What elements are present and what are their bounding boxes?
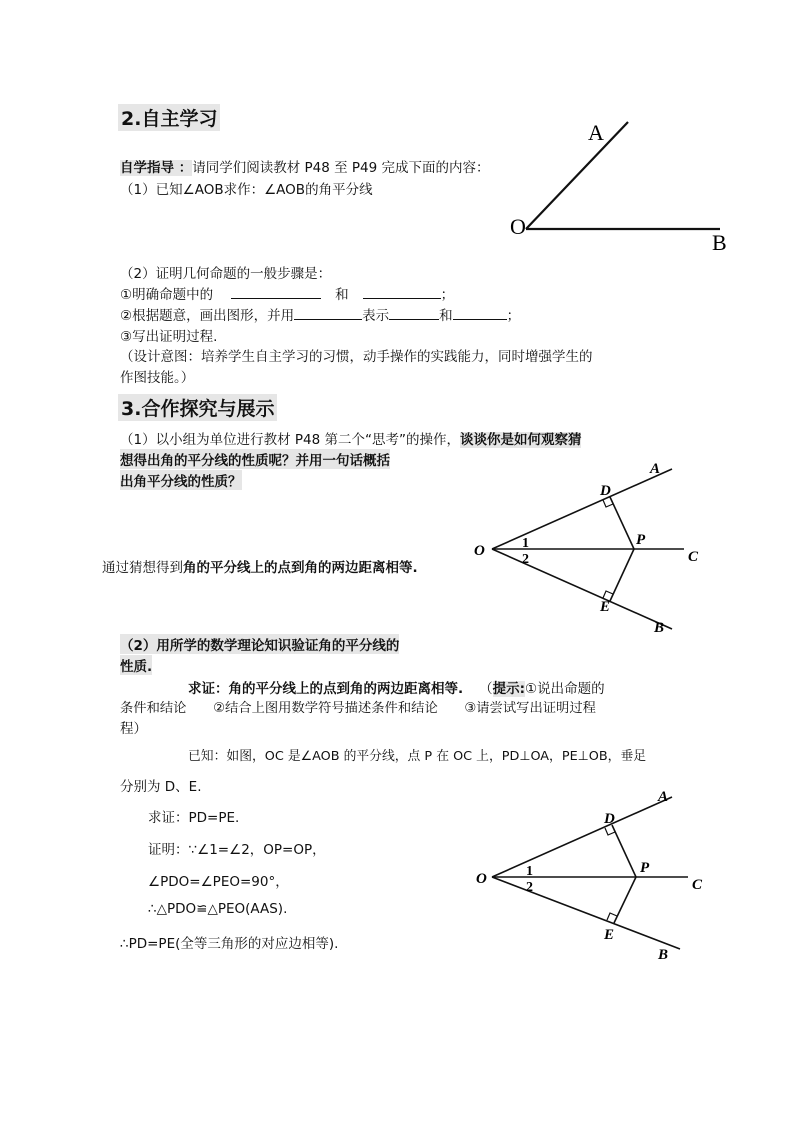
blank-3[interactable]	[294, 306, 362, 320]
blank-2[interactable]	[363, 285, 441, 299]
q2-line-1: （2）用所学的数学理论知识验证角的平分线的	[120, 634, 399, 654]
ray-oa	[526, 122, 628, 229]
hint-line-3: 程）	[120, 721, 147, 737]
label-b: B	[712, 230, 727, 255]
ray-ob	[492, 549, 672, 629]
design-intent-line-2: 作图技能。）	[120, 370, 195, 386]
guide-label: 自学指导 ：	[120, 160, 193, 176]
prove-and-hint-line-1: 求证：角的平分线上的点到角的两边距离相等. （提示:①说出命题的	[188, 681, 605, 697]
label-angle-1: 1	[522, 536, 529, 551]
proof-line-1: 证明：∵∠1=∠2，OP=OP，	[148, 842, 326, 858]
label-p: P	[636, 532, 646, 548]
label-o: O	[510, 214, 526, 239]
label-d: D	[604, 811, 615, 827]
segment-pd	[612, 825, 636, 877]
q1-line-2: 想得出角的平分线的性质呢？并用一句话概括	[120, 449, 390, 469]
design-intent-line-1: （设计意图：培养学生自主学习的习惯，动手操作的实践能力，同时增强学生的	[120, 349, 593, 365]
q1-line-3: 出角平分线的性质？	[120, 470, 242, 490]
blank-4[interactable]	[389, 306, 439, 320]
label-c: C	[688, 549, 699, 565]
proof-line-3: ∴△PDO≌△PEO(AAS).	[148, 901, 288, 917]
angle-bisector-diagram-2	[462, 783, 712, 968]
item-1-text: （1）已知∠AOB求作：∠AOB的角平分线	[120, 182, 373, 198]
label-a: A	[650, 461, 661, 477]
to-prove: 求证：PD=PE.	[148, 810, 240, 826]
given-line-2: 分别为 D、E.	[120, 779, 202, 795]
item-2-text: （2）证明几何命题的一般步骤是：	[120, 266, 332, 282]
label-b: B	[658, 947, 669, 963]
section-3-heading: 3.合作探究与展示	[118, 394, 277, 421]
label-angle-1: 1	[526, 864, 533, 879]
step-3: ③写出证明过程.	[120, 329, 218, 345]
step-1: ①明确命题中的 和 ；	[120, 287, 455, 303]
q1-line-1: （1）以小组为单位进行教材 P48 第二个“思考”的操作，谈谈你是如何观察猜	[120, 432, 582, 448]
self-study-guide	[120, 156, 490, 176]
guide-text: 请同学们阅读教材 P48 至 P49 完成下面的内容：	[192, 160, 490, 176]
angle-bisector-diagram-1	[462, 455, 712, 640]
ray-ob	[492, 877, 680, 949]
label-a: A	[588, 120, 604, 145]
segment-pe	[614, 877, 636, 923]
label-d: D	[600, 483, 611, 499]
angle-aob-diagram	[500, 112, 740, 257]
q2-line-2: 性质.	[120, 655, 152, 675]
segment-pe	[610, 549, 634, 601]
label-e: E	[604, 927, 615, 943]
section-2-heading: 2.自主学习	[118, 104, 220, 131]
proof-line-2: ∠PDO=∠PEO=90°，	[148, 874, 289, 890]
label-o: O	[476, 871, 487, 887]
label-angle-2: 2	[526, 880, 533, 895]
label-p: P	[640, 860, 650, 876]
step-2: ②根据题意，画出图形，并用 表示 和 ；	[120, 308, 521, 324]
label-c: C	[692, 877, 703, 893]
segment-pd	[610, 497, 634, 549]
label-o: O	[474, 543, 485, 559]
given-line-1: 已知：如图，OC 是∠AOB 的平分线，点 P 在 OC 上，PD⊥OA，PE⊥OB，垂足	[188, 749, 647, 764]
conjecture-text: 通过猜想得到角的平分线上的点到角的两边距离相等.	[102, 560, 418, 576]
label-angle-2: 2	[522, 552, 529, 567]
label-b: B	[654, 620, 665, 636]
label-a: A	[658, 789, 669, 805]
blank-1[interactable]	[231, 285, 321, 299]
label-e: E	[600, 599, 611, 615]
blank-5[interactable]	[453, 306, 507, 320]
hint-line-2: 条件和结论 ②结合上图用数学符号描述条件和结论 ③请尝试写出证明过程	[120, 701, 596, 716]
proof-line-4: ∴PD=PE(全等三角形的对应边相等).	[120, 936, 339, 952]
